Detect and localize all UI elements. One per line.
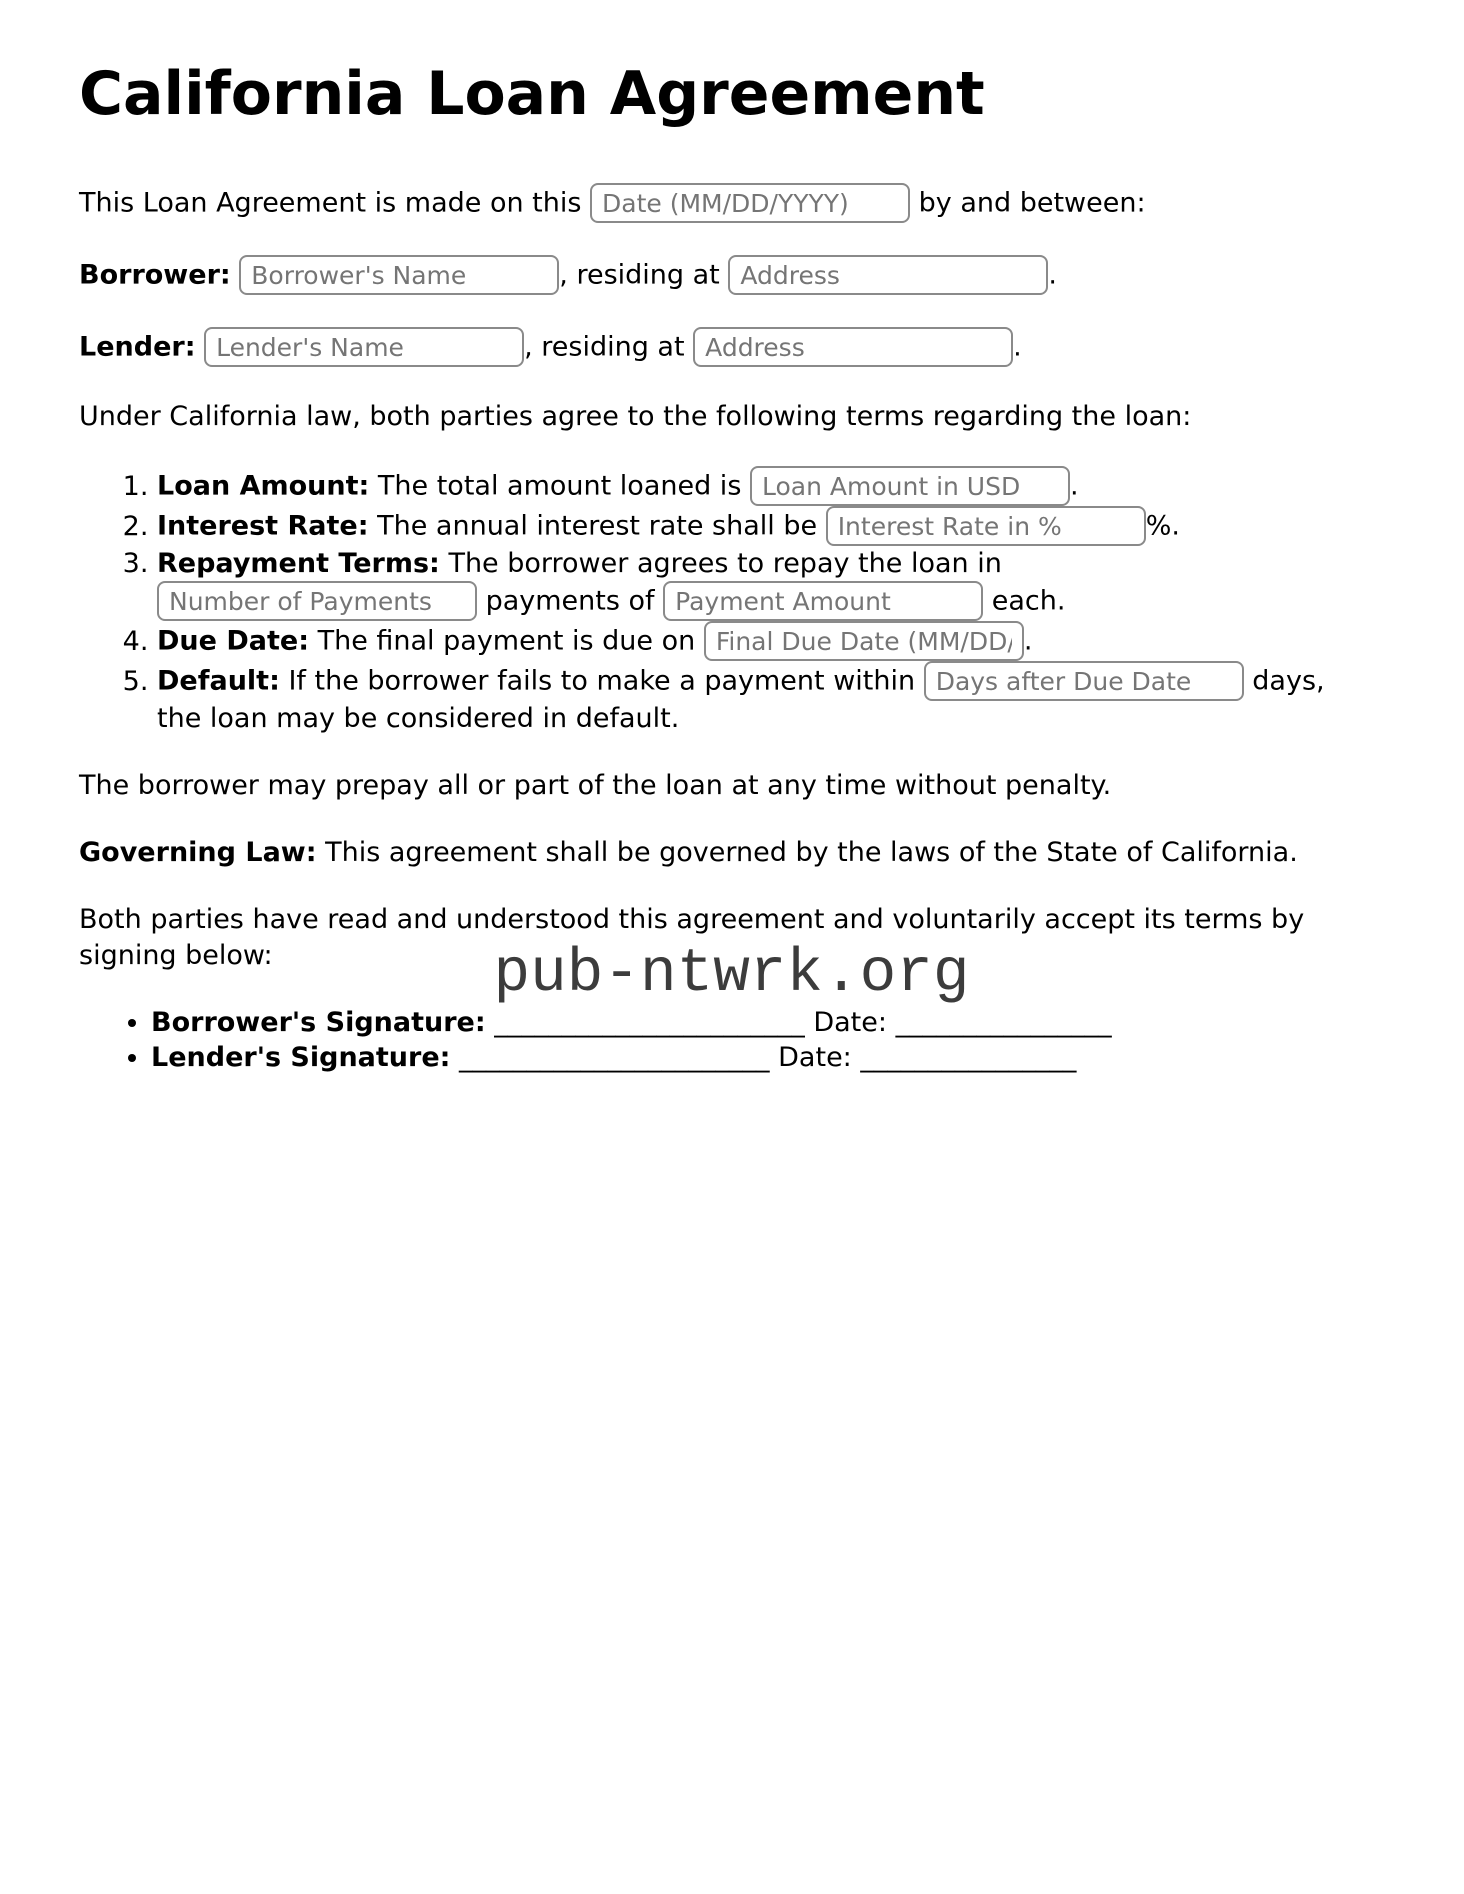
payment-amount-input[interactable] bbox=[663, 581, 983, 621]
term-loan-amount-text: The total amount loaned is bbox=[377, 470, 742, 502]
governing-law-line bbox=[79, 835, 1384, 870]
borrower-date-label: Date: bbox=[813, 1006, 887, 1038]
borrower-residing-text: , residing at bbox=[559, 259, 720, 291]
borrower-signature-row bbox=[151, 1005, 1384, 1040]
lender-date-label: Date: bbox=[778, 1041, 852, 1073]
acceptance-section bbox=[79, 902, 1384, 1010]
lender-line bbox=[79, 327, 1384, 367]
term-repayment-middle: payments of bbox=[485, 585, 655, 617]
lender-signature-label: Lender's Signature: bbox=[151, 1041, 451, 1073]
borrower-period: . bbox=[1048, 259, 1057, 291]
borrower-label: Borrower: bbox=[79, 259, 231, 291]
lender-residing-text: , residing at bbox=[524, 331, 685, 363]
term-repayment-suffix: each. bbox=[991, 585, 1066, 617]
term-loan-amount-period: . bbox=[1069, 470, 1079, 502]
lender-name-input[interactable] bbox=[204, 327, 524, 367]
days-after-due-date-input[interactable] bbox=[924, 661, 1244, 701]
term-due-date-label: Due Date: bbox=[157, 625, 309, 657]
borrower-signature-label: Borrower's Signature: bbox=[151, 1006, 486, 1038]
number-of-payments-input[interactable] bbox=[157, 581, 477, 621]
term-default bbox=[157, 661, 1384, 736]
term-default-suffix: days, bbox=[1252, 665, 1325, 697]
borrower-signature-line: _______________________ bbox=[494, 1006, 805, 1038]
prepayment-text: The borrower may prepay all or part of the loan at any time without penalty. bbox=[79, 770, 1112, 802]
page-title: California Loan Agreement bbox=[79, 59, 985, 129]
term-due-date-period: . bbox=[1023, 625, 1033, 657]
term-interest-rate-suffix: %. bbox=[1145, 510, 1180, 542]
acceptance-line2: signing below: bbox=[79, 939, 273, 971]
lender-label: Lender: bbox=[79, 331, 196, 363]
acceptance-line1: Both parties have read and understood this agreement and voluntarily accept its terms by bbox=[79, 904, 1305, 936]
term-repayment bbox=[157, 546, 1384, 621]
lender-period: . bbox=[1013, 331, 1022, 363]
interest-rate-input[interactable] bbox=[826, 506, 1146, 546]
borrower-address-input[interactable] bbox=[728, 255, 1048, 295]
agreement-date-input[interactable] bbox=[590, 183, 910, 223]
terms-heading: Under California law, both parties agree to the following terms regarding the loan: bbox=[79, 401, 1192, 432]
terms-list bbox=[79, 466, 1384, 736]
term-loan-amount-label: Loan Amount: bbox=[157, 470, 370, 502]
lender-signature-line: _______________________ bbox=[459, 1041, 770, 1073]
term-repayment-text: The borrower agrees to repay the loan in bbox=[448, 548, 1002, 580]
term-due-date-text: The final payment is due on bbox=[317, 625, 696, 657]
acceptance-paragraph bbox=[79, 902, 1384, 972]
signature-list bbox=[79, 1005, 1384, 1075]
lender-signature-row bbox=[151, 1040, 1384, 1075]
watermark-text: pub-ntwrk.org bbox=[493, 940, 970, 1010]
term-loan-amount bbox=[157, 466, 1384, 506]
lender-date-line: ________________ bbox=[860, 1041, 1077, 1073]
intro-text-before: This Loan Agreement is made on this bbox=[79, 187, 582, 219]
loan-amount-input[interactable] bbox=[750, 466, 1070, 506]
term-default-wrap-text: the loan may be considered in default. bbox=[157, 703, 680, 735]
intro-text-after: by and between: bbox=[918, 187, 1146, 219]
intro-line bbox=[79, 183, 1384, 223]
term-default-text: If the borrower fails to make a payment within bbox=[288, 665, 916, 697]
final-due-date-input[interactable] bbox=[704, 621, 1024, 661]
term-due-date bbox=[157, 621, 1384, 661]
term-repayment-label: Repayment Terms: bbox=[157, 548, 440, 580]
term-interest-rate bbox=[157, 506, 1384, 546]
loan-agreement-document bbox=[79, 60, 1384, 1075]
borrower-name-input[interactable] bbox=[239, 255, 559, 295]
governing-law-label: Governing Law: bbox=[79, 837, 317, 869]
governing-law-text: This agreement shall be governed by the laws of the State of California. bbox=[325, 837, 1298, 869]
borrower-date-line: ________________ bbox=[895, 1006, 1112, 1038]
term-default-label: Default: bbox=[157, 665, 280, 697]
term-interest-rate-text: The annual interest rate shall be bbox=[377, 510, 818, 542]
lender-address-input[interactable] bbox=[693, 327, 1013, 367]
term-interest-rate-label: Interest Rate: bbox=[157, 510, 369, 542]
borrower-line bbox=[79, 255, 1384, 295]
